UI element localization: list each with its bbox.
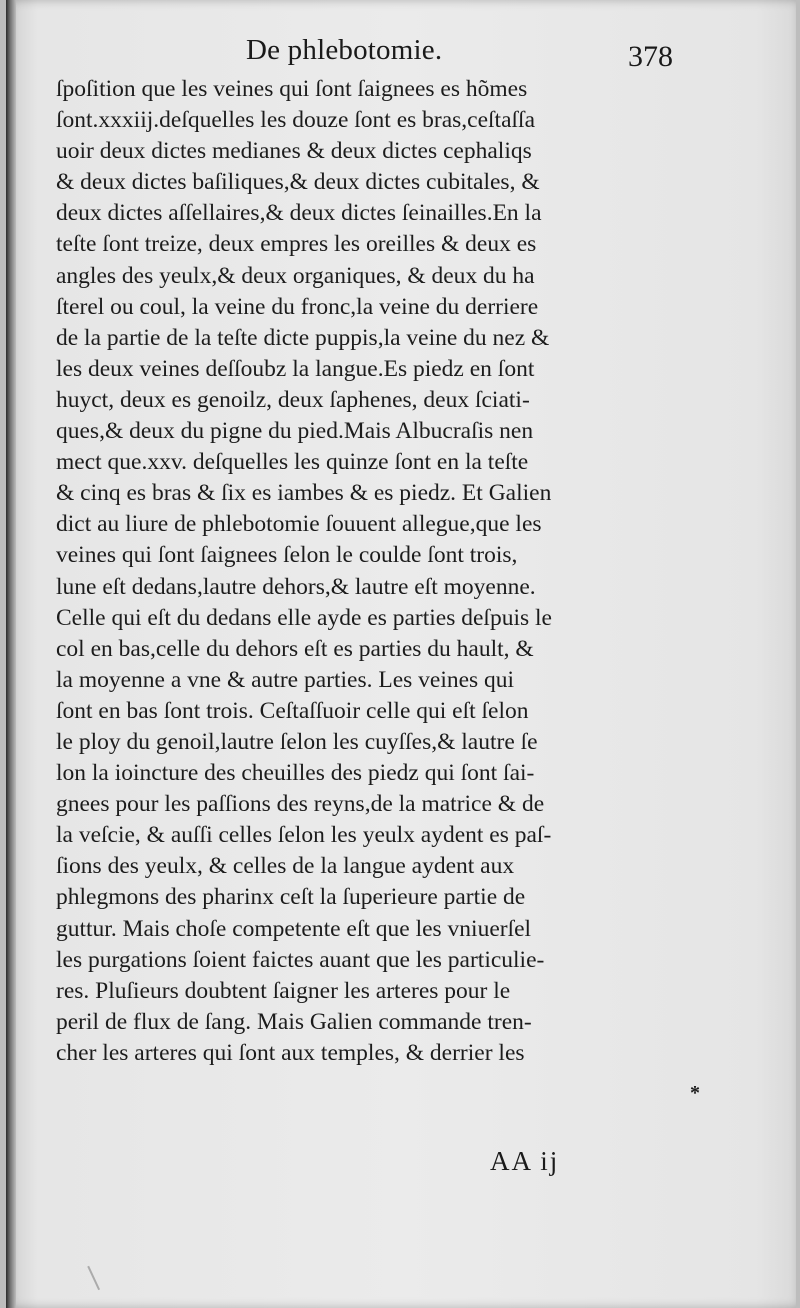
text-line: uoir deux dictes medianes & deux dictes cephaliqs (56, 138, 532, 165)
text-line: les deux veines deſſoubz la langue.Es piedz en ſont (56, 355, 535, 382)
book-page (6, 0, 796, 1308)
text-line: mect que.xxv. deſquelles les quinze ſont en la teſte (56, 449, 529, 476)
text-line: & cinq es bras & ſix es iambes & es piedz. Et Galien (56, 480, 552, 507)
text-line: guttur. Mais choſe competente eſt que les vniuerſel (56, 915, 532, 942)
running-head: De phlebotomie. (246, 34, 443, 66)
text-line: res. Pluſieurs doubtent ſaigner les arteres pour le (56, 977, 511, 1004)
text-line: gnees pour les paſſions des reyns,de la matrice & de (56, 791, 545, 818)
text-line: deux dictes aſſellaires,& deux dictes ſeinailles.En la (56, 200, 542, 227)
text-line: ſions des yeulx, & celles de la langue aydent aux (56, 853, 515, 880)
text-line: ſont en bas ſont trois. Ceſtaſſuoir celle qui eſt ſelon (56, 697, 529, 724)
text-line: le ploy du genoil,lautre ſelon les cuyſſes,& lautre ſe (56, 728, 538, 755)
text-line: huyct, deux es genoilz, deux ſaphenes, deux ſciati- (56, 386, 530, 413)
text-line: ques,& deux du pigne du pied.Mais Albucraſis nen (56, 418, 534, 445)
text-line: la moyenne a vne & autre parties. Les veines qui (56, 666, 515, 693)
text-line: les purgations ſoient faictes auant que les particulie- (56, 946, 545, 973)
text-line: ſpoſition que les veines qui ſont ſaignees es hõmes (56, 76, 528, 102)
page-gutter-shadow (6, 0, 16, 1308)
text-line: angles des yeulx,& deux organiques, & deux du ha (56, 262, 535, 289)
text-line: cher les arteres qui ſont aux temples, & derrier les (56, 1039, 525, 1066)
text-line: de la partie de la teſte dicte puppis,la veine du nez & (56, 324, 550, 351)
text-line: phlegmons des pharinx ceſt la ſuperieure partie de (56, 884, 526, 911)
text-line: la veſcie, & auſſi celles ſelon les yeulx aydent es paſ- (56, 822, 552, 849)
margin-asterisk: * (690, 1082, 700, 1104)
text-line: col en bas,celle du dehors eſt es parties du hault, & (56, 635, 534, 662)
page-number: 378 (628, 40, 673, 73)
text-line: ſont.xxxiij.deſquelles les douze ſont es bras,ceſtaſſa (56, 107, 536, 134)
text-line: lune eſt dedans,lautre dehors,& lautre eſt moyenne. (56, 573, 536, 600)
text-line: veines qui ſont ſaignees ſelon le coulde ſont trois, (56, 542, 518, 569)
paper-smudge (87, 1260, 112, 1290)
signature-mark: AA ij (490, 1146, 560, 1176)
text-line: Celle qui eſt du dedans elle ayde es parties deſpuis le (56, 604, 552, 631)
text-line: ſterel ou coul, la veine du fronc,la veine du derriere (56, 293, 539, 320)
text-line: & deux dictes baſiliques,& deux dictes cubitales, & (56, 169, 540, 196)
body-text (56, 74, 686, 1069)
text-line: teſte ſont treize, deux empres les oreilles & deux es (56, 231, 537, 258)
text-line: lon la ioincture des cheuilles des piedz qui ſont ſai- (56, 760, 535, 787)
text-line: dict au liure de phlebotomie ſouuent allegue,que les (56, 511, 542, 538)
text-line: peril de flux de ſang. Mais Galien commande tren- (56, 1008, 532, 1035)
